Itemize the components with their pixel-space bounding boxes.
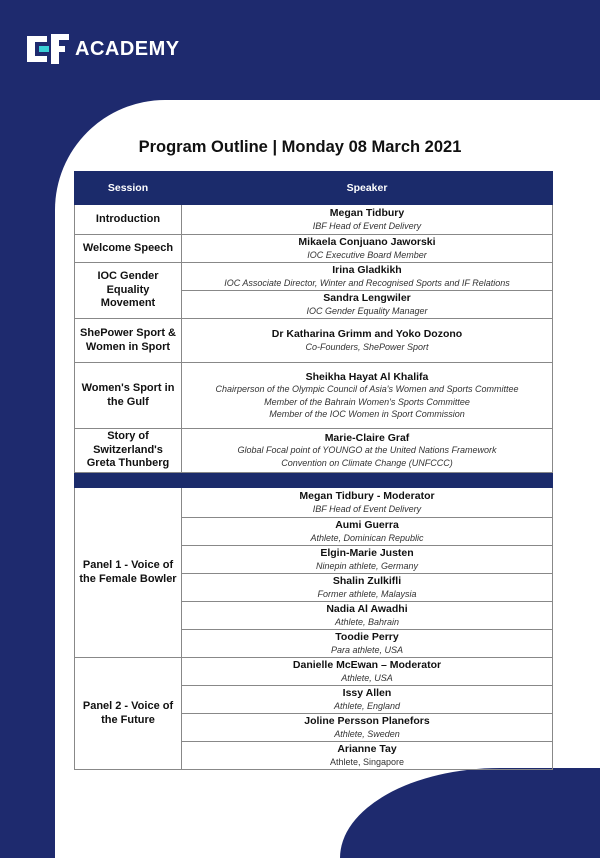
speaker-role: Athlete, England (333, 700, 401, 711)
speaker-name: Shalin Zulkifli (332, 575, 402, 587)
speaker-role: Chairperson of the Olympic Council of Asia's Women and Sports Committee (215, 384, 519, 394)
speaker-cell (182, 630, 553, 658)
speaker-cell (182, 319, 553, 363)
table-row (75, 363, 553, 429)
speaker-cell (182, 518, 553, 546)
speaker-role: Co-Founders, ShePower Sport (305, 341, 429, 352)
table-row (75, 429, 553, 473)
speaker-role: Member of the Bahrain Women's Sports Committee (264, 396, 470, 407)
table-row (75, 488, 553, 518)
speaker-role: Athlete, Dominican Republic (310, 532, 424, 543)
speaker-cell (182, 658, 553, 686)
session-column-header: Session (75, 172, 182, 205)
speaker-role: Member of the IOC Women in Sport Commission (269, 409, 465, 419)
speaker-role: IOC Associate Director, Winter and Recognised Sports and IF Relations (224, 277, 510, 288)
speaker-cell (182, 602, 553, 630)
speaker-role: Former athlete, Malaysia (317, 588, 417, 599)
table-row (75, 205, 553, 235)
speaker-role: Global Focal point of YOUNGO at the United Nations Framework Convention on Climate Change (UNFCCC) (237, 445, 497, 468)
speaker-cell (182, 263, 553, 291)
speaker-cell (182, 363, 553, 429)
ibf-logo-icon (27, 30, 73, 68)
speaker-name: Megan Tidbury (329, 207, 405, 219)
session-cell: Women's Sport in the Gulf (75, 363, 182, 429)
speaker-name: Danielle McEwan – Moderator (292, 659, 442, 671)
table-header-row (75, 172, 553, 205)
speaker-cell (182, 742, 553, 770)
speaker-column-header: Speaker (182, 172, 553, 205)
speaker-cell (182, 488, 553, 518)
speaker-role: Athlete, Sweden (334, 728, 400, 739)
speaker-name: Mikaela Conjuano Jaworski (298, 236, 436, 248)
session-cell: Story of Switzerland's Greta Thunberg (75, 429, 182, 473)
speaker-name: Dr Katharina Grimm and Yoko Dozono (271, 328, 463, 340)
session-cell: IOC Gender Equality Movement (75, 263, 182, 319)
speaker-role: IBF Head of Event Delivery (312, 220, 422, 231)
logo-text: ACADEMY (75, 37, 180, 60)
speaker-name: Elgin-Marie Justen (320, 547, 414, 559)
speaker-role: IBF Head of Event Delivery (312, 503, 422, 514)
speaker-role: Athlete, Singapore (329, 756, 405, 767)
session-cell: ShePower Sport & Women in Sport (75, 319, 182, 363)
speaker-name: Sheikha Hayat Al Khalifa (305, 370, 429, 383)
speaker-cell (182, 235, 553, 263)
speaker-role: Para athlete, USA (330, 644, 404, 655)
speaker-name: Arianne Tay (337, 743, 397, 755)
speaker-role: Athlete, Bahrain (334, 616, 400, 627)
section-divider (75, 473, 553, 488)
speaker-role: Athlete, USA (341, 672, 393, 683)
session-cell: Panel 2 - Voice of the Future (75, 658, 182, 770)
speaker-cell (182, 574, 553, 602)
speaker-role: IOC Executive Board Member (307, 249, 427, 260)
page-title: Program Outline | Monday 08 March 2021 (138, 138, 462, 156)
table-row (75, 235, 553, 263)
table-row (75, 658, 553, 686)
speaker-cell (182, 291, 553, 319)
session-cell: Introduction (75, 205, 182, 235)
speaker-name: Megan Tidbury - Moderator (299, 490, 435, 502)
program-table (74, 171, 553, 770)
speaker-name: Nadia Al Awadhi (326, 603, 408, 615)
speaker-cell (182, 546, 553, 574)
speaker-cell (182, 429, 553, 473)
speaker-role: Ninepin athlete, Germany (315, 560, 419, 571)
speaker-cell (182, 686, 553, 714)
speaker-name: Toodie Perry (335, 631, 399, 643)
brand-logo (27, 30, 180, 68)
speaker-cell (182, 714, 553, 742)
speaker-cell (182, 205, 553, 235)
session-cell: Welcome Speech (75, 235, 182, 263)
speaker-role: IOC Gender Equality Manager (306, 305, 428, 316)
speaker-name: Marie-Claire Graf (324, 431, 410, 444)
table-row (75, 263, 553, 291)
speaker-name: Aumi Guerra (335, 519, 399, 531)
speaker-name: Irina Gladkikh (332, 264, 402, 276)
session-cell: Panel 1 - Voice of the Female Bowler (75, 488, 182, 658)
table-row (75, 319, 553, 363)
speaker-name: Sandra Lengwiler (323, 292, 411, 304)
speaker-name: Joline Persson Planefors (304, 715, 430, 727)
speaker-name: Issy Allen (342, 687, 392, 699)
